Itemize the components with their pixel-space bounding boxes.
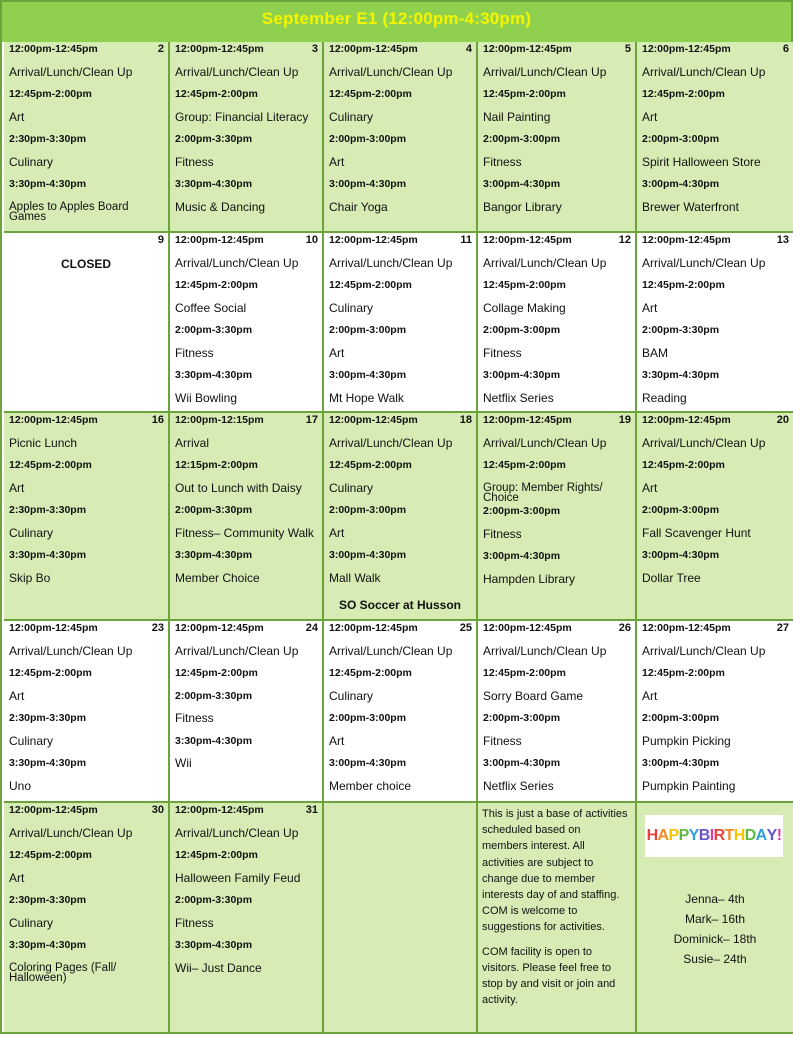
activity: Culinary <box>329 300 374 315</box>
activity: Art <box>9 109 25 124</box>
activity: Fitness <box>483 345 522 360</box>
activity: Fitness <box>175 154 214 169</box>
schedule-list <box>642 622 789 802</box>
day-number: 20 <box>776 414 789 426</box>
time-slot: 12:00pm-12:45pm <box>9 804 98 816</box>
birthday-list <box>637 889 793 969</box>
activity: Arrival/Lunch/Clean Up <box>483 435 607 450</box>
time-slot: 2:30pm-3:30pm <box>9 894 87 906</box>
activity: Arrival/Lunch/Clean Up <box>175 825 299 840</box>
time-slot: 3:00pm-4:30pm <box>483 369 561 381</box>
birthday-name: Susie– 24th <box>683 952 747 966</box>
time-slot: 3:00pm-4:30pm <box>483 757 561 769</box>
time-slot: 3:30pm-4:30pm <box>175 549 253 561</box>
time-slot: 3:30pm-4:30pm <box>175 369 253 381</box>
activity: Arrival <box>175 435 210 450</box>
day-number: 12 <box>618 234 631 246</box>
special-event: SO Soccer at Husson <box>338 598 462 612</box>
activity: Arrival/Lunch/Clean Up <box>175 64 299 79</box>
activity: Arrival/Lunch/Clean Up <box>642 435 766 450</box>
time-slot: 3:30pm-4:30pm <box>9 178 87 190</box>
activity: Arrival/Lunch/Clean Up <box>642 255 766 270</box>
time-slot: 2:30pm-3:30pm <box>9 712 87 724</box>
time-slot: 12:45pm-2:00pm <box>329 667 412 679</box>
activity: Culinary <box>329 480 374 495</box>
activity: Halloween Family Feud <box>175 870 301 885</box>
closed-label: CLOSED <box>60 257 111 271</box>
time-slot: 12:00pm-12:45pm <box>329 414 418 426</box>
activity: Netflix Series <box>483 778 554 793</box>
activity: Arrival/Lunch/Clean Up <box>9 64 133 79</box>
activity: Art <box>329 154 345 169</box>
activity: Netflix Series <box>483 390 554 405</box>
time-slot: 3:30pm-4:30pm <box>642 369 720 381</box>
activity: Art <box>329 525 345 540</box>
schedule-list <box>9 622 164 802</box>
time-slot: 12:45pm-2:00pm <box>9 459 92 471</box>
time-slot: 2:00pm-3:30pm <box>175 504 253 516</box>
activity: Fall Scavenger Hunt <box>642 525 751 540</box>
day-cell <box>170 621 324 803</box>
day-number: 4 <box>465 43 472 55</box>
schedule-list <box>175 234 318 414</box>
time-slot: 3:30pm-4:30pm <box>9 549 87 561</box>
day-number: 10 <box>305 234 318 246</box>
time-slot: 2:00pm-3:00pm <box>483 505 561 517</box>
time-slot: 12:45pm-2:00pm <box>483 88 566 100</box>
activity: Collage Making <box>483 300 566 315</box>
time-slot: 3:30pm-4:30pm <box>9 939 87 951</box>
time-slot: 3:30pm-4:30pm <box>175 939 253 951</box>
schedule-list <box>483 622 631 802</box>
day-cell <box>324 803 478 1034</box>
time-slot: 2:00pm-3:00pm <box>483 133 561 145</box>
day-number: 26 <box>618 622 631 634</box>
day-number: 18 <box>459 414 472 426</box>
day-number: 5 <box>624 43 631 55</box>
time-slot: 12:45pm-2:00pm <box>9 667 92 679</box>
day-number: 27 <box>776 622 789 634</box>
activity: Fitness <box>175 711 214 725</box>
activity: Arrival/Lunch/Clean Up <box>642 64 766 79</box>
time-slot: 12:45pm-2:00pm <box>329 459 412 471</box>
day-cell <box>170 413 324 621</box>
birthday-name: Dominick– 18th <box>673 932 757 946</box>
time-slot: 12:00pm-12:45pm <box>642 622 731 634</box>
time-slot: 2:00pm-3:00pm <box>329 712 407 724</box>
time-slot: 2:00pm-3:00pm <box>329 324 407 336</box>
birthday-name: Jenna– 4th <box>685 892 745 906</box>
activity: Member choice <box>329 778 412 793</box>
notes-text <box>482 806 629 1016</box>
time-slot: 2:00pm-3:00pm <box>329 504 407 516</box>
activity: Culinary <box>9 525 54 540</box>
activity: Wii Bowling <box>175 390 238 405</box>
activity: Culinary <box>329 109 374 124</box>
activity: Fitness <box>175 915 214 930</box>
activity: Art <box>329 345 345 360</box>
activity: Arrival/Lunch/Clean Up <box>9 825 133 840</box>
activity: Nail Painting <box>483 109 551 124</box>
schedule-list <box>329 43 472 223</box>
day-number: 3 <box>311 43 318 55</box>
activity: Coffee Social <box>175 300 247 315</box>
time-slot: 12:45pm-2:00pm <box>175 88 258 100</box>
schedule-list <box>175 414 318 594</box>
day-cell <box>637 233 793 413</box>
day-cell <box>637 621 793 803</box>
time-slot: 12:00pm-12:45pm <box>329 622 418 634</box>
time-slot: 12:45pm-2:00pm <box>175 849 258 861</box>
time-slot: 12:00pm-12:45pm <box>9 414 98 426</box>
activity: Culinary <box>9 733 54 748</box>
happy-birthday-logo: HAPPYBIRTHDAY! <box>645 815 783 857</box>
activity: Culinary <box>9 154 54 169</box>
time-slot: 2:00pm-3:30pm <box>175 324 253 336</box>
time-slot: 3:00pm-4:30pm <box>329 178 407 190</box>
calendar-title: September E1 (12:00pm-4:30pm) <box>2 2 791 42</box>
activity: Arrival/Lunch/Clean Up <box>175 643 299 658</box>
day-number: 19 <box>618 414 631 426</box>
activity: Fitness <box>483 154 522 169</box>
activity: Arrival/Lunch/Clean Up <box>483 64 607 79</box>
time-slot: 3:00pm-4:30pm <box>642 757 720 769</box>
time-slot: 12:45pm-2:00pm <box>642 459 725 471</box>
activity: Apples to Apples Board Games <box>9 200 129 223</box>
schedule-list <box>175 622 318 780</box>
day-number: 6 <box>782 43 789 55</box>
day-cell <box>637 413 793 621</box>
birthday-name: Mark– 16th <box>684 912 746 926</box>
time-slot: 12:45pm-2:00pm <box>483 667 566 679</box>
activity: Fitness <box>483 526 522 541</box>
day-number: 24 <box>305 622 318 634</box>
activity: Member Choice <box>175 570 260 585</box>
activity: Group: Member Rights/ Choice <box>483 481 603 504</box>
activity: Arrival/Lunch/Clean Up <box>329 435 453 450</box>
day-cell <box>324 413 478 621</box>
time-slot: 2:00pm-3:30pm <box>175 894 253 906</box>
time-slot: 2:30pm-3:30pm <box>9 504 87 516</box>
time-slot: 12:00pm-12:45pm <box>175 234 264 246</box>
activity: Fitness <box>175 345 214 360</box>
time-slot: 12:45pm-2:00pm <box>329 279 412 291</box>
time-slot: 12:00pm-12:45pm <box>483 622 572 634</box>
activity: Group: Financial Literacy <box>175 109 309 124</box>
day-number: 13 <box>776 234 789 246</box>
activity: Wii– Just Dance <box>175 960 262 975</box>
time-slot: 12:45pm-2:00pm <box>642 88 725 100</box>
activity: Pumpkin Picking <box>642 733 731 748</box>
day-cell <box>478 42 637 233</box>
activity: Art <box>9 688 25 703</box>
time-slot: 3:00pm-4:30pm <box>483 178 561 190</box>
time-slot: 2:00pm-3:00pm <box>642 504 720 516</box>
activity: Fitness <box>483 733 522 748</box>
schedule-list <box>329 234 472 414</box>
time-slot: 12:00pm-12:45pm <box>642 414 731 426</box>
notes-cell <box>478 803 637 1034</box>
day-cell <box>324 42 478 233</box>
activity: Sorry Board Game <box>483 688 584 703</box>
activity: Hampden Library <box>483 571 576 586</box>
time-slot: 12:45pm-2:00pm <box>9 88 92 100</box>
day-cell <box>324 233 478 413</box>
time-slot: 12:00pm-12:45pm <box>642 234 731 246</box>
day-cell <box>324 621 478 803</box>
activity: Art <box>642 480 658 495</box>
schedule-list <box>642 234 789 414</box>
activity: Art <box>642 109 658 124</box>
time-slot: 12:00pm-12:45pm <box>329 43 418 55</box>
day-cell <box>170 233 324 413</box>
activity: Music & Dancing <box>175 199 266 214</box>
time-slot: 12:45pm-2:00pm <box>642 279 725 291</box>
activity: Culinary <box>329 688 374 703</box>
activity: Arrival/Lunch/Clean Up <box>483 643 607 658</box>
birthday-cell <box>637 803 793 1034</box>
time-slot: 12:45pm-2:00pm <box>175 667 258 679</box>
day-number: 9 <box>157 234 164 246</box>
schedule-list <box>9 804 164 985</box>
day-cell <box>478 233 637 413</box>
time-slot: 12:45pm-2:00pm <box>483 279 566 291</box>
activity: Arrival/Lunch/Clean Up <box>329 255 453 270</box>
activity: Arrival/Lunch/Clean Up <box>175 255 299 270</box>
schedule-list <box>9 43 164 224</box>
day-cell <box>4 621 170 803</box>
time-slot: 12:00pm-12:45pm <box>329 234 418 246</box>
time-slot: 3:30pm-4:30pm <box>175 734 253 747</box>
time-slot: 2:00pm-3:30pm <box>175 133 253 145</box>
activity: Spirit Halloween Store <box>642 154 761 169</box>
time-slot: 2:00pm-3:00pm <box>642 133 720 145</box>
time-slot: 12:45pm-2:00pm <box>175 279 258 291</box>
time-slot: 12:15pm-2:00pm <box>175 459 258 471</box>
activity: Fitness– Community Walk <box>175 525 314 540</box>
activity: Dollar Tree <box>642 570 701 585</box>
activity: Bangor Library <box>483 199 562 214</box>
day-cell <box>4 42 170 233</box>
time-slot: 3:00pm-4:30pm <box>329 757 407 769</box>
notes-paragraph: COM facility is open to visitors. Please feel free to stop by and visit or join and activity. <box>482 945 616 1007</box>
activity: Arrival/Lunch/Clean Up <box>483 255 607 270</box>
time-slot: 2:00pm-3:00pm <box>483 712 561 724</box>
time-slot: 2:30pm-3:30pm <box>9 133 87 145</box>
day-number: 31 <box>305 804 318 816</box>
time-slot: 2:00pm-3:00pm <box>642 712 720 724</box>
time-slot: 12:45pm-2:00pm <box>483 459 566 471</box>
activity: Uno <box>9 778 32 793</box>
activity: Art <box>9 480 25 495</box>
day-cell <box>478 621 637 803</box>
activity: Arrival/Lunch/Clean Up <box>329 64 453 79</box>
schedule-list <box>483 43 631 223</box>
day-cell <box>4 803 170 1034</box>
activity: Mt Hope Walk <box>329 390 404 405</box>
time-slot: 12:00pm-12:45pm <box>483 43 572 55</box>
activity: BAM <box>642 345 669 360</box>
schedule-list <box>483 234 631 414</box>
day-number: 30 <box>151 804 164 816</box>
time-slot: 12:00pm-12:15pm <box>175 414 264 426</box>
day-number: 25 <box>459 622 472 634</box>
time-slot: 2:00pm-3:00pm <box>329 133 407 145</box>
day-cell <box>4 413 170 621</box>
day-cell <box>637 42 793 233</box>
activity: Arrival/Lunch/Clean Up <box>9 643 133 658</box>
time-slot: 3:30pm-4:30pm <box>9 757 87 769</box>
activity: Skip Bo <box>9 570 51 585</box>
time-slot: 12:00pm-12:45pm <box>642 43 731 55</box>
time-slot: 3:00pm-4:30pm <box>329 369 407 381</box>
time-slot: 2:00pm-3:30pm <box>175 689 253 702</box>
activity: Pumpkin Painting <box>642 778 736 793</box>
activity: Art <box>329 733 345 748</box>
day-cell <box>4 233 170 413</box>
time-slot: 3:00pm-4:30pm <box>642 549 720 561</box>
time-slot: 12:00pm-12:45pm <box>175 622 264 634</box>
day-number: 16 <box>151 414 164 426</box>
day-cell <box>170 803 324 1034</box>
day-cell <box>170 42 324 233</box>
notes-paragraph: This is just a base of activities scheduled based on members interest. All activities are subject to change due to member interests day of and staffing. COM is welcome to suggestions for activities. <box>482 808 628 934</box>
day-number: 23 <box>151 622 164 634</box>
time-slot: 12:00pm-12:45pm <box>483 414 572 426</box>
activity: Art <box>642 300 658 315</box>
activity: Coloring Pages (Fall/ Halloween) <box>9 961 117 984</box>
time-slot: 12:00pm-12:45pm <box>175 804 264 816</box>
activity: Arrival/Lunch/Clean Up <box>642 643 766 658</box>
schedule-list <box>329 414 472 594</box>
time-slot: 3:00pm-4:30pm <box>483 550 561 562</box>
time-slot: 12:00pm-12:45pm <box>9 622 98 634</box>
activity: Brewer Waterfront <box>642 199 739 214</box>
activity: Culinary <box>9 915 54 930</box>
time-slot: 2:00pm-3:00pm <box>483 324 561 336</box>
activity: Wii <box>175 756 192 770</box>
time-slot: 12:00pm-12:45pm <box>483 234 572 246</box>
time-slot: 2:00pm-3:30pm <box>642 324 720 336</box>
activity: Arrival/Lunch/Clean Up <box>329 643 453 658</box>
time-slot: 12:00pm-12:45pm <box>9 43 98 55</box>
activity: Mall Walk <box>329 570 381 585</box>
activity: Chair Yoga <box>329 199 388 214</box>
time-slot: 3:00pm-4:30pm <box>329 549 407 561</box>
day-cell <box>478 413 637 621</box>
time-slot: 12:45pm-2:00pm <box>642 667 725 679</box>
time-slot: 12:00pm-12:45pm <box>175 43 264 55</box>
schedule-list <box>9 414 164 594</box>
day-number: 17 <box>305 414 318 426</box>
schedule-list <box>329 622 472 802</box>
time-slot: 3:30pm-4:30pm <box>175 178 253 190</box>
activity: Picnic Lunch <box>9 435 78 450</box>
schedule-list <box>175 804 318 984</box>
time-slot: 3:00pm-4:30pm <box>642 178 720 190</box>
activity: Art <box>642 688 658 703</box>
schedule-list <box>642 414 789 594</box>
activity: Reading <box>642 390 687 405</box>
activity: Out to Lunch with Daisy <box>175 480 302 495</box>
schedule-list <box>483 414 631 595</box>
time-slot: 12:45pm-2:00pm <box>9 849 92 861</box>
schedule-list <box>175 43 318 223</box>
schedule-list <box>642 43 789 223</box>
day-number: 2 <box>157 43 164 55</box>
day-number: 11 <box>460 234 472 246</box>
time-slot: 12:45pm-2:00pm <box>329 88 412 100</box>
activity: Art <box>9 870 25 885</box>
